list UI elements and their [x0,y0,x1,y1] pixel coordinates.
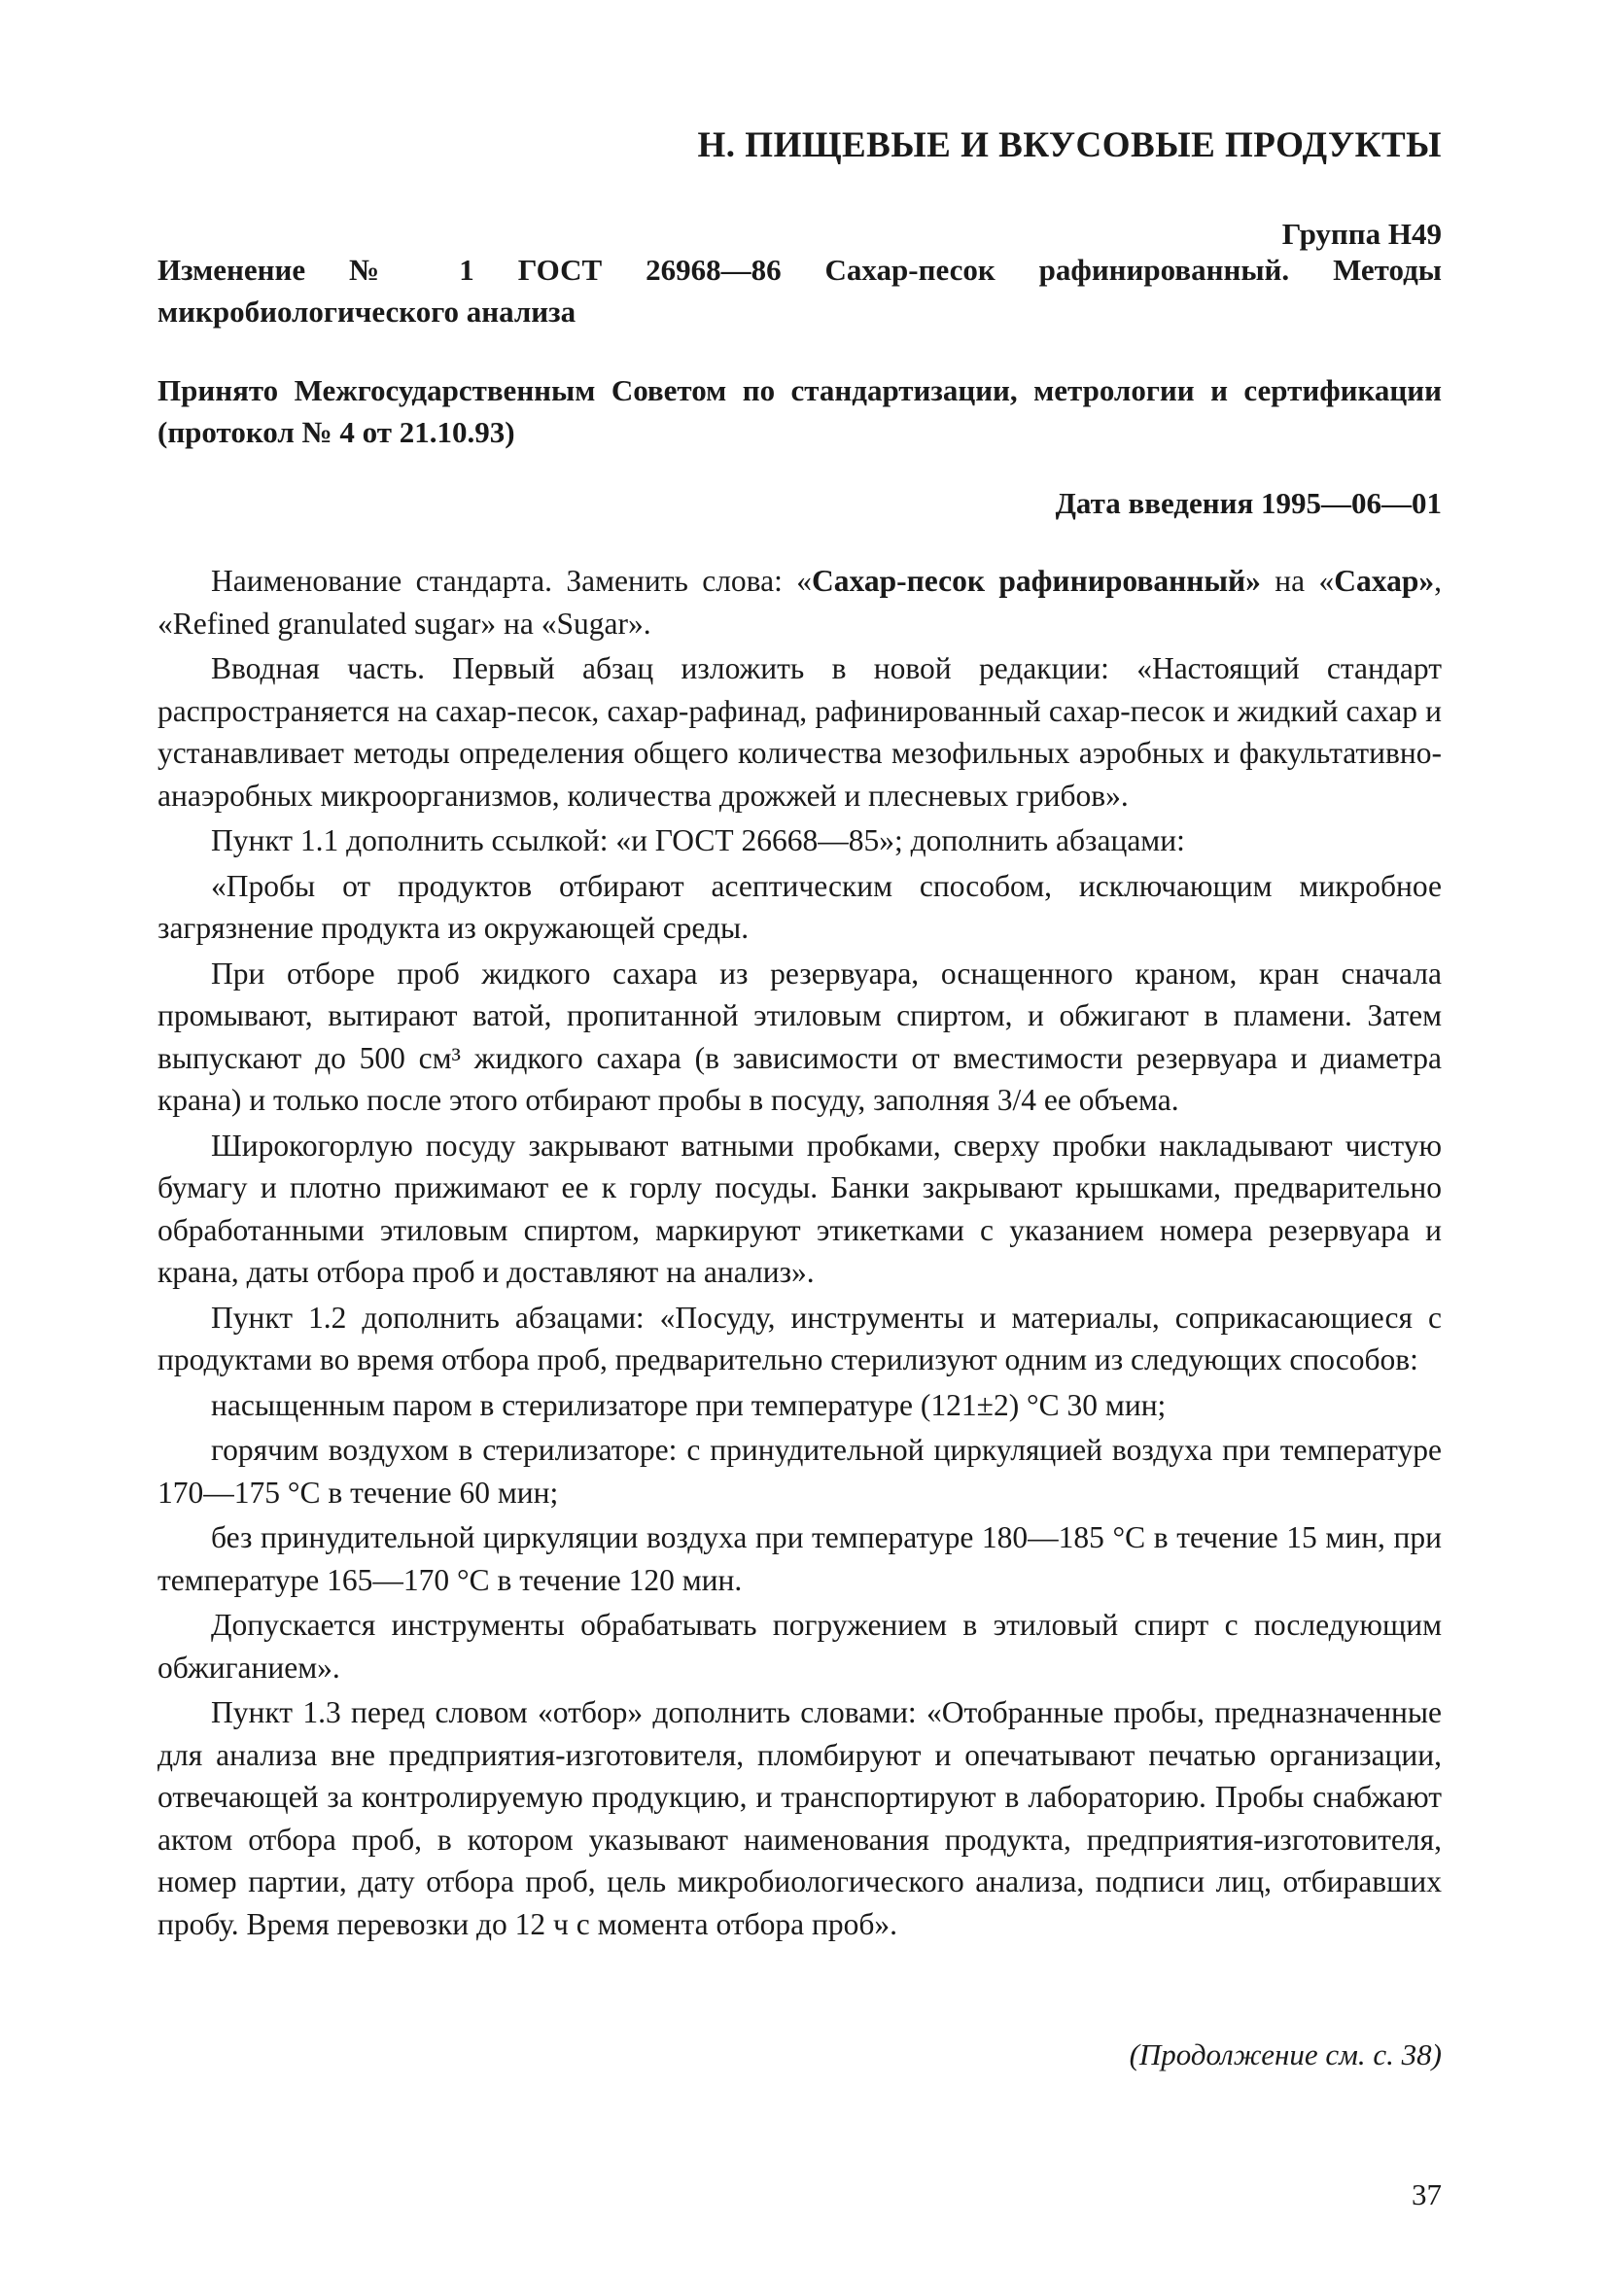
paragraph-steam: насыщенным паром в стерилизаторе при температуре (121±2) °С 30 мин; [211,1387,1167,1422]
paragraph-introduction: Вводная часть. Первый абзац изложить в новой редакции: «Настоящий стандарт распространяется на сахар-песок, сахар-рафинад, рафинированный сахар-песок и жидкий сахар и устанавливает методы определения общего количества мезофильных аэробных и факультативно-анаэробных микроорганизмов, количества дрожжей и плесневых грибов». [157,651,1442,813]
paragraph-liquid-sugar: При отборе проб жидкого сахара из резервуара, оснащенного краном, кран сначала промывают, вытирают ватой, пропитанной этиловым спиртом, и обжигают в пламени. Затем выпускают до 500 см³ жидкого сахара (в зависимости от вместимости резервуара и диаметра крана) и только после этого отбирают пробы в посуду, заполняя 3/4 ее объема. [157,956,1442,1117]
paragraph-no-circulation: без принудительной циркуляции воздуха при температуре 180—185 °С в течение 15 мин, при температуре 165—170 °С в течение 120 мин. [157,1520,1442,1597]
paragraph-sampling: «Пробы от продуктов отбирают асептическим способом, исключающим микробное загрязнение продукта из окружающей среды. [157,868,1442,945]
paragraph-clause-1-3: Пункт 1.3 перед словом «отбор» дополнить словами: «Отобранные пробы, предназначенные для анализа вне предприятия-изготовителя, пломбируют и опечатывают печатью организации, отвечающей за контролируемую продукцию, и транспортируют в лабораторию. Пробы снабжают актом отбора проб, в котором указывают наименования продукта, предприятия-изготовителя, номер партии, дату отбора проб, цель микробиологического анализа, подписи лиц, отбиравших пробу. Время перевозки до 12 ч с момента отбора проб». [157,1695,1442,1941]
introduction-date: Дата введения 1995—06—01 [1055,486,1442,520]
paragraph-containers: Широкогорлую посуду закрывают ватными пробками, сверху пробки накладывают чистую бумагу и плотно прижимают ее к горлу посуды. Банки закрывают крышками, предварительно обработанными этиловым спиртом, маркируют этикетками с указанием номера резервуара и крана, даты отбора проб и доставляют на анализ». [157,1128,1442,1289]
page-number: 37 [1412,2177,1442,2211]
group-label: Группа Н49 [1281,217,1442,251]
paragraph-standard-name: Наименование стандарта. Заменить слова: «Сахар-песок рафинированный» на «Сахар», «Refined granulated sugar» на «Sugar». [157,564,1442,641]
amendment-title: Изменение № 1 ГОСТ 26968—86 Сахар-песок рафинированный. Методы микробиологического анализа [157,253,1442,329]
paragraph-clause-1-1: Пункт 1.1 дополнить ссылкой: «и ГОСТ 26668—85»; дополнить абзацами: [211,823,1185,857]
adoption-note: Принято Межгосударственным Советом по стандартизации, метрологии и сертификации (протокол № 4 от 21.10.93) [157,373,1442,449]
paragraph-hot-air: горячим воздухом в стерилизаторе: с принудительной циркуляцией воздуха при температуре 170—175 °С в течение 60 мин; [157,1433,1442,1510]
section-heading: Н. ПИЩЕВЫЕ И ВКУСОВЫЕ ПРОДУКТЫ [697,125,1442,165]
document-body [157,560,1442,1948]
paragraph-clause-1-2: Пункт 1.2 дополнить абзацами: «Посуду, инструменты и материалы, соприкасающиеся с продуктами во время отбора проб, предварительно стерилизуют одним из следующих способов: [157,1300,1442,1376]
paragraph-alcohol: Допускается инструменты обрабатывать погружением в этиловый спирт с последующим обжиганием». [157,1608,1442,1685]
continuation-note: (Продолжение см. с. 38) [1129,2037,1442,2071]
